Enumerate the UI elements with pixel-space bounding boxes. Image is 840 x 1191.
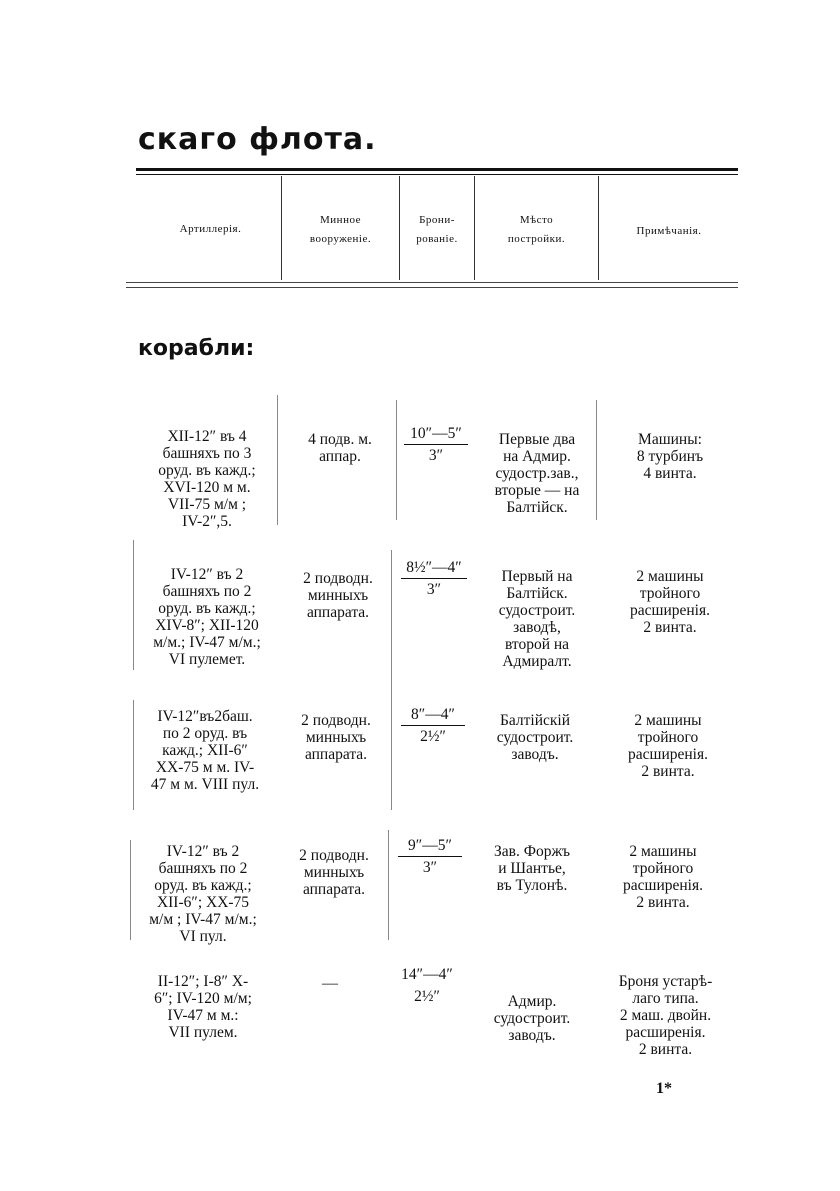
armor-top: 9″—5″ <box>408 837 452 854</box>
armor-cell <box>396 425 476 464</box>
armor-cell <box>387 966 467 1005</box>
notes-line: лаго типа. <box>632 990 699 1007</box>
armor-bottom: 2½″ <box>414 988 440 1005</box>
mine-line: аппарата. <box>302 881 366 898</box>
place-line: Зав. Форжъ <box>494 843 570 860</box>
place-line: Первый на <box>501 568 573 585</box>
notes-line: тройного <box>632 860 694 877</box>
header-notes <box>599 222 739 241</box>
mine-line: 2 подводн. <box>299 847 369 864</box>
notes-cell <box>600 568 740 636</box>
table-row <box>128 973 278 1041</box>
place-line: Адмир. <box>507 993 557 1010</box>
artillery-line: м/м.; IV-47 м/м.; <box>153 634 261 651</box>
artillery-line: VI пулемет. <box>168 651 246 668</box>
artillery-line: IV-12″ въ 2 <box>166 843 240 860</box>
header-mine-line2: вооруженіе. <box>309 233 372 245</box>
armor-cell <box>393 559 475 598</box>
mine-cell <box>274 847 394 898</box>
table-row <box>132 428 282 530</box>
header-place-line2: постройки. <box>507 233 566 245</box>
place-line: заводъ. <box>508 1027 556 1044</box>
notes-line: 2 винта. <box>641 763 695 780</box>
page-heading: скаго флота. <box>138 122 377 157</box>
place-cell <box>470 843 594 894</box>
armor-cell <box>390 837 470 876</box>
header-mine <box>282 211 399 249</box>
table-row <box>130 708 280 793</box>
page-number: 1* <box>656 1080 672 1097</box>
mine-line: 4 подв. м. <box>308 431 372 448</box>
notes-line: Машины: <box>638 431 702 448</box>
mine-cell <box>280 431 400 465</box>
place-line: заводъ. <box>511 746 559 763</box>
artillery-line: IV-12″въ2баш. <box>157 708 253 725</box>
artillery-line: XIV-8″; XII-120 <box>155 617 259 634</box>
place-line: на Адмир. <box>503 448 571 465</box>
header-artillery <box>140 220 281 239</box>
armor-fraction-rule <box>398 856 462 857</box>
place-line: Балтійскій <box>499 712 571 729</box>
armor-top: 8″—4″ <box>411 706 455 723</box>
notes-line: 2 машины <box>634 712 702 729</box>
header-armor-line2: рованіе. <box>416 233 458 245</box>
armor-top: 10″—5″ <box>410 425 462 442</box>
mine-line: аппарата. <box>304 746 368 763</box>
artillery-line: оруд. въ кажд.; <box>154 877 252 894</box>
artillery-line: башняхъ по 3 <box>162 445 252 462</box>
armor-bottom: 2½″ <box>420 728 446 745</box>
artillery-line: XII-12″ въ 4 <box>167 428 247 445</box>
mine-line: аппарата. <box>306 604 370 621</box>
artillery-line: оруд. въ кажд.; <box>158 600 256 617</box>
mine-line: 2 подводн. <box>301 712 371 729</box>
artillery-line: 47 м м. VIII пул. <box>150 776 260 793</box>
notes-cell <box>593 973 738 1058</box>
place-cell <box>475 431 599 516</box>
mine-cell <box>276 712 396 763</box>
section-heading: корабли: <box>138 336 255 361</box>
artillery-line: XII-6″; XX-75 <box>156 894 250 911</box>
notes-cell <box>593 843 733 911</box>
notes-line: 2 винта. <box>636 894 690 911</box>
header-place-line1: Мѣсто <box>519 214 554 226</box>
armor-cell <box>393 706 473 745</box>
place-line: Адмиралт. <box>502 653 572 670</box>
notes-line: 4 винта. <box>643 465 697 482</box>
armor-fraction-rule <box>404 444 468 445</box>
header-bottom-rule <box>126 282 738 283</box>
notes-line: расширенія. <box>630 602 710 619</box>
artillery-line: VI пул. <box>179 928 227 945</box>
notes-line: Броня устарѣ- <box>618 973 713 990</box>
notes-line: расширенія. <box>628 746 708 763</box>
header-notes-label: Примѣчанія. <box>636 225 702 237</box>
place-line: и Шантье, <box>498 860 566 877</box>
place-line: второй на <box>504 636 570 653</box>
place-line: въ Тулонѣ. <box>496 877 568 894</box>
artillery-line: IV-12″ въ 2 <box>170 566 244 583</box>
mine-line: аппар. <box>319 448 361 465</box>
armor-bottom: 3″ <box>422 859 438 876</box>
artillery-line: IV-2″,5. <box>182 513 232 530</box>
armor-bottom: 3″ <box>426 581 442 598</box>
header-rule-thick <box>136 168 738 171</box>
place-line: Балтійск. <box>506 585 568 602</box>
notes-line: тройного <box>637 729 699 746</box>
notes-line: тройного <box>639 585 701 602</box>
mine-line: минныхъ <box>305 729 367 746</box>
notes-line: 2 машины <box>636 568 704 585</box>
notes-cell <box>600 431 740 482</box>
notes-line: 2 винта. <box>643 619 697 636</box>
artillery-line: VII-75 м/м ; <box>167 496 247 513</box>
place-line: судостроит. <box>496 729 574 746</box>
header-bottom-rule-2 <box>126 287 738 288</box>
artillery-line: 6″; IV-120 м/м; <box>154 990 252 1007</box>
place-line: Первые два <box>498 431 576 448</box>
notes-cell <box>598 712 738 780</box>
artillery-line: кажд.; XII-6″ <box>162 742 248 759</box>
place-cell <box>470 993 594 1044</box>
artillery-line: IV-47 м м.: <box>167 1007 239 1024</box>
header-artillery-label: Артиллерія. <box>179 223 242 235</box>
place-cell <box>475 568 599 670</box>
place-line: вторые — на <box>494 482 580 499</box>
place-line: судостроит. <box>498 602 576 619</box>
header-armor <box>400 211 474 249</box>
artillery-line: по 2 оруд. въ <box>162 725 248 742</box>
mine-line: — <box>322 975 338 992</box>
artillery-line: VII пулем. <box>168 1024 238 1041</box>
place-line: Балтійск. <box>506 499 568 516</box>
artillery-line: башняхъ по 2 <box>158 860 248 877</box>
place-line: судостр.зав., <box>495 465 579 482</box>
mine-line: минныхъ <box>303 864 365 881</box>
mine-cell <box>278 570 398 621</box>
mine-line: минныхъ <box>307 587 369 604</box>
armor-top: 8½″—4″ <box>406 559 462 576</box>
artillery-line: оруд. въ кажд.; <box>158 462 256 479</box>
notes-line: 2 маш. двойн. <box>619 1007 712 1024</box>
armor-fraction-rule <box>401 578 467 579</box>
notes-line: 8 турбинъ <box>636 448 704 465</box>
notes-line: 2 машины <box>629 843 697 860</box>
artillery-line: XX-75 м м. IV- <box>155 759 255 776</box>
notes-line: 2 винта. <box>638 1041 693 1058</box>
artillery-line: XVI-120 м м. <box>163 479 251 496</box>
header-mine-line1: Минное <box>320 214 361 226</box>
notes-line: расширенія. <box>623 877 703 894</box>
header-armor-line1: Брони- <box>419 214 455 226</box>
place-line: судостроит. <box>493 1010 571 1027</box>
armor-top: 14″—4″ <box>401 966 453 983</box>
armor-bottom: 3″ <box>428 447 444 464</box>
armor-fraction-rule <box>401 725 465 726</box>
artillery-line: м/м ; IV-47 м/м.; <box>149 911 257 928</box>
armor-fraction-rule <box>395 985 459 986</box>
mine-line: 2 подводн. <box>303 570 373 587</box>
place-line: заводѣ, <box>513 619 561 636</box>
table-row <box>132 566 282 668</box>
artillery-line: II-12″; I-8″ X- <box>157 973 249 990</box>
header-place <box>475 211 598 249</box>
notes-line: расширенія. <box>625 1024 706 1041</box>
header-rule-thin <box>136 174 738 175</box>
mine-cell <box>300 975 360 992</box>
table-row <box>128 843 278 945</box>
place-cell <box>473 712 597 763</box>
artillery-line: башняхъ по 2 <box>162 583 252 600</box>
